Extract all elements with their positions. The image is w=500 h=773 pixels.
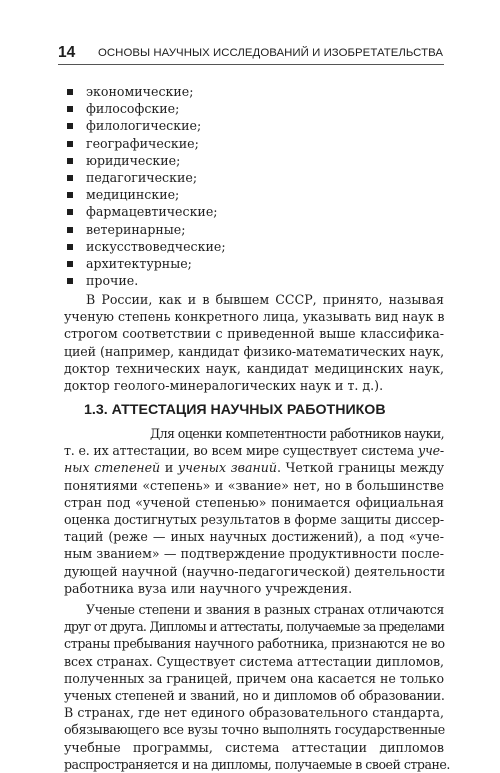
list-item: [64, 169, 226, 186]
square-bullet-icon: [67, 141, 73, 147]
text-line: Ученые степени и звания в разных странах отличаются: [86, 602, 444, 617]
square-bullet-icon: [67, 106, 73, 112]
list-item: [64, 186, 226, 203]
text-line: строгом соответствии с приведенной выше классифика-: [64, 326, 444, 342]
list-item-text: экономические;: [86, 84, 194, 99]
list-item-text: медицинские;: [86, 187, 180, 203]
text-line: [64, 459, 444, 476]
list-item-text: фармацевтические;: [86, 204, 218, 220]
text-line: ученых степеней и званий, но и дипломов об образовании.: [64, 688, 445, 703]
text-line: распространяется и на дипломы, получаемые в своей стране.: [64, 756, 450, 772]
text-line: доктор технических наук, кандидат медицинских наук,: [64, 360, 444, 376]
square-bullet-icon: [67, 278, 73, 284]
page-number: 14: [58, 44, 76, 61]
text-line: понятиями «степень» и «звание» нет, но в большинстве: [64, 477, 444, 493]
text-line: полученных за границей, причем она касается не только: [64, 670, 444, 686]
square-bullet-icon: [67, 123, 73, 129]
text-line: доктор геолого-минералогических наук и т. д.).: [64, 378, 384, 393]
text-line: дующей научной (научно-педагогической) деятельности: [64, 563, 446, 579]
square-bullet-icon: [67, 227, 73, 233]
section-heading: 1.3. АТТЕСТАЦИЯ НАУЧНЫХ РАБОТНИКОВ: [84, 402, 386, 418]
text-line: друг от друга. Дипломы и аттестаты, получаемые за пределами: [64, 619, 444, 635]
list-item-text: философские;: [86, 101, 180, 117]
text-line: учебные программы, система аттестации дипломов: [64, 739, 444, 755]
list-item: [64, 238, 226, 255]
list-item-text: филологические;: [86, 118, 202, 134]
list-item: [64, 135, 226, 152]
list-item-text: ветеринарные;: [86, 221, 186, 237]
text-line: ным званием» — подтверждение продуктивности после-: [64, 546, 444, 562]
list-item-text: педагогические;: [86, 169, 198, 185]
text-line: [64, 442, 444, 459]
text-line: работника вуза или научного учреждения.: [64, 580, 353, 596]
text-run: и: [160, 460, 178, 476]
text-line: Для оценки компетентности работников науки,: [150, 426, 445, 441]
text-line: обязывающего все вузы точно выполнять государственные: [64, 722, 445, 738]
square-bullet-icon: [67, 244, 73, 250]
list-item: [64, 221, 226, 238]
text-line: оценка достигнутых результатов в форме защиты диссер-: [64, 512, 444, 527]
science-branches-list: [64, 83, 226, 289]
list-item: [64, 255, 226, 272]
list-item: [64, 152, 226, 169]
text-line: В России, как и в бывшем СССР, принято, называя: [86, 292, 444, 307]
text-line: таций (реже — иных научных достижений), а под «уче-: [64, 529, 444, 545]
list-item: [64, 117, 226, 134]
square-bullet-icon: [67, 175, 73, 181]
list-item: [64, 272, 226, 289]
text-line: стран под «ученой степенью» понимается официальная: [64, 494, 444, 510]
square-bullet-icon: [67, 209, 73, 215]
text-run: т. е. их аттестации, во всем мире существует система: [64, 443, 418, 459]
italic-term: уче-: [417, 443, 444, 459]
list-item: [64, 100, 226, 117]
italic-term: ученых званий: [177, 460, 277, 476]
text-line: цией (например, кандидат физико-математических наук,: [64, 343, 444, 359]
italic-term: ных степеней: [64, 460, 161, 476]
list-item-text: искусствоведческие;: [86, 238, 226, 254]
text-line: всех странах. Существует система аттестации дипломов,: [64, 653, 444, 669]
list-item-text: географические;: [86, 135, 199, 151]
header-rule: [58, 64, 444, 65]
text-run: . Четкой границы между: [276, 460, 444, 476]
square-bullet-icon: [67, 192, 73, 198]
text-line: В странах, где нет единого образовательного стандарта,: [64, 705, 444, 721]
list-item-text: прочие.: [86, 273, 139, 289]
square-bullet-icon: [67, 89, 73, 95]
running-header-title: ОСНОВЫ НАУЧНЫХ ИССЛЕДОВАНИЙ И ИЗОБРЕТАТЕЛЬСТВА: [97, 47, 443, 59]
text-line: ученую степень конкретного лица, указывать вид наук в: [64, 309, 445, 325]
square-bullet-icon: [67, 158, 73, 164]
list-item: [64, 203, 226, 220]
list-item: [64, 83, 226, 100]
text-line: страны пребывания научного работника, признаются не во: [64, 636, 445, 652]
list-item-text: юридические;: [86, 152, 181, 168]
list-item-text: архитектурные;: [86, 255, 192, 271]
square-bullet-icon: [67, 261, 73, 267]
